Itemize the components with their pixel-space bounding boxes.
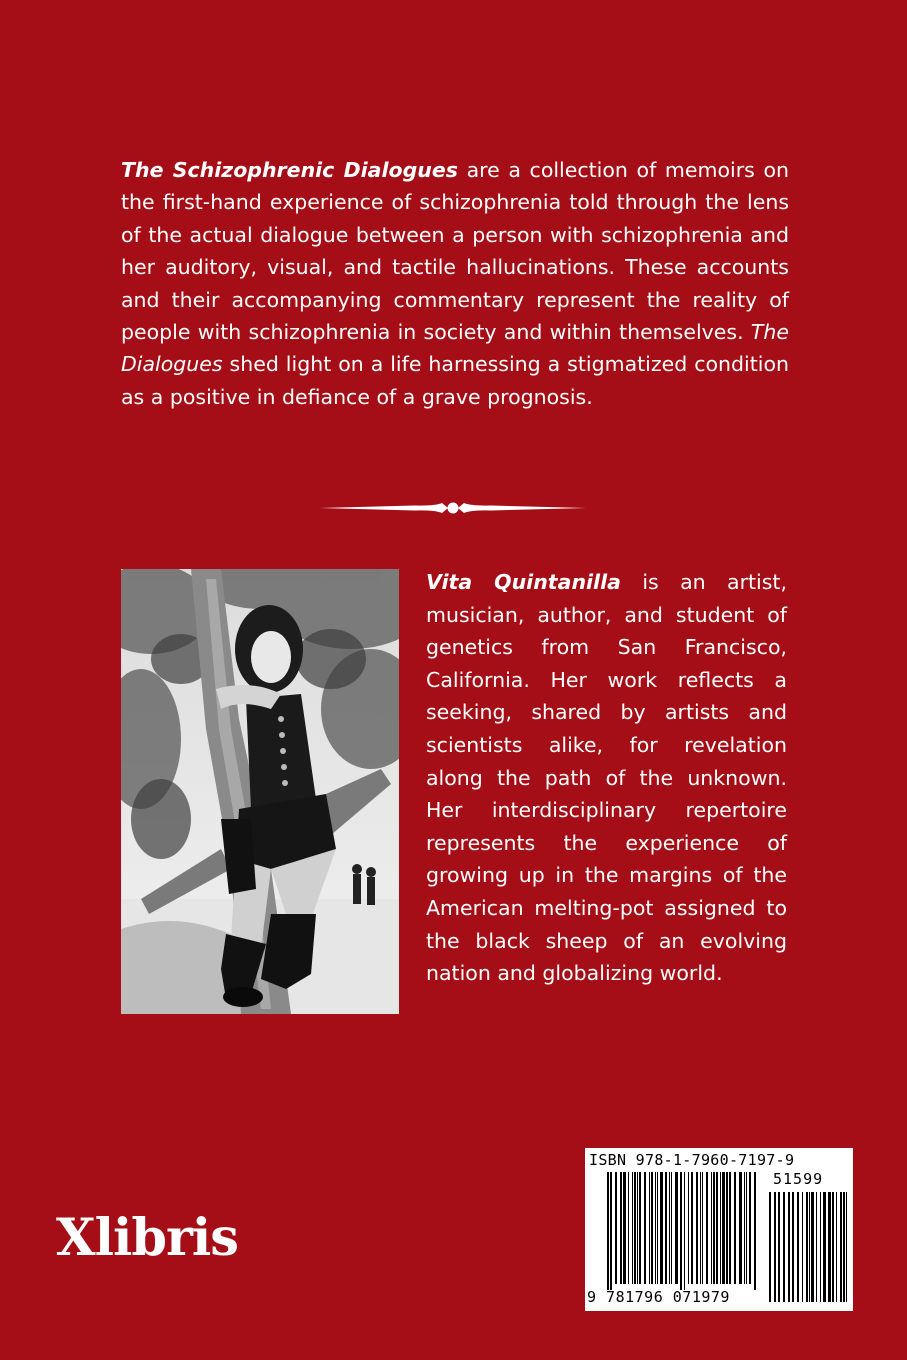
author-bio-text: is an artist, musician, author, and student of genetics from San Francisco, California. Her work reflects a seeking, shared by artists and scientists alike, for revelation along the path of the unknown. Her interdisciplinary repertoire represents the experience of growing up in the margins of the American melting-pot assigned to the black sheep of an evolving nation and globalizing world. <box>426 570 787 986</box>
publisher-logo: Xlibris <box>56 1208 238 1268</box>
author-name: Vita Quintanilla <box>426 570 621 594</box>
blurb-text-1: are a collection of memoirs on the first-hand experience of schizophrenia told through the lens of the actual dialogue between a person with schizophrenia and her auditory, visual, and tactile hallucinations. These accounts and their accompanying commentary represent the reality of people with schizophrenia in society and within themselves. <box>121 158 789 345</box>
blurb-title: The Schizophrenic Dialogues <box>121 158 458 182</box>
divider-ornament-icon <box>320 497 586 519</box>
ean-digits: 9 781796 071979 <box>587 1288 730 1306</box>
isbn-label: ISBN 978-1-7960-7197-9 <box>589 1151 795 1169</box>
author-bio <box>426 566 787 990</box>
book-blurb <box>121 154 789 413</box>
barcode-addon-number: 51599 <box>773 1170 824 1188</box>
author-photo-image <box>121 569 399 1014</box>
isbn-barcode <box>585 1148 853 1311</box>
author-photo <box>121 569 399 1014</box>
blurb-text-2: shed light on a life harnessing a stigmatized condition as a positive in defiance of a grave prognosis. <box>121 352 789 409</box>
blurb-short-title: The Dialogues <box>121 320 789 377</box>
